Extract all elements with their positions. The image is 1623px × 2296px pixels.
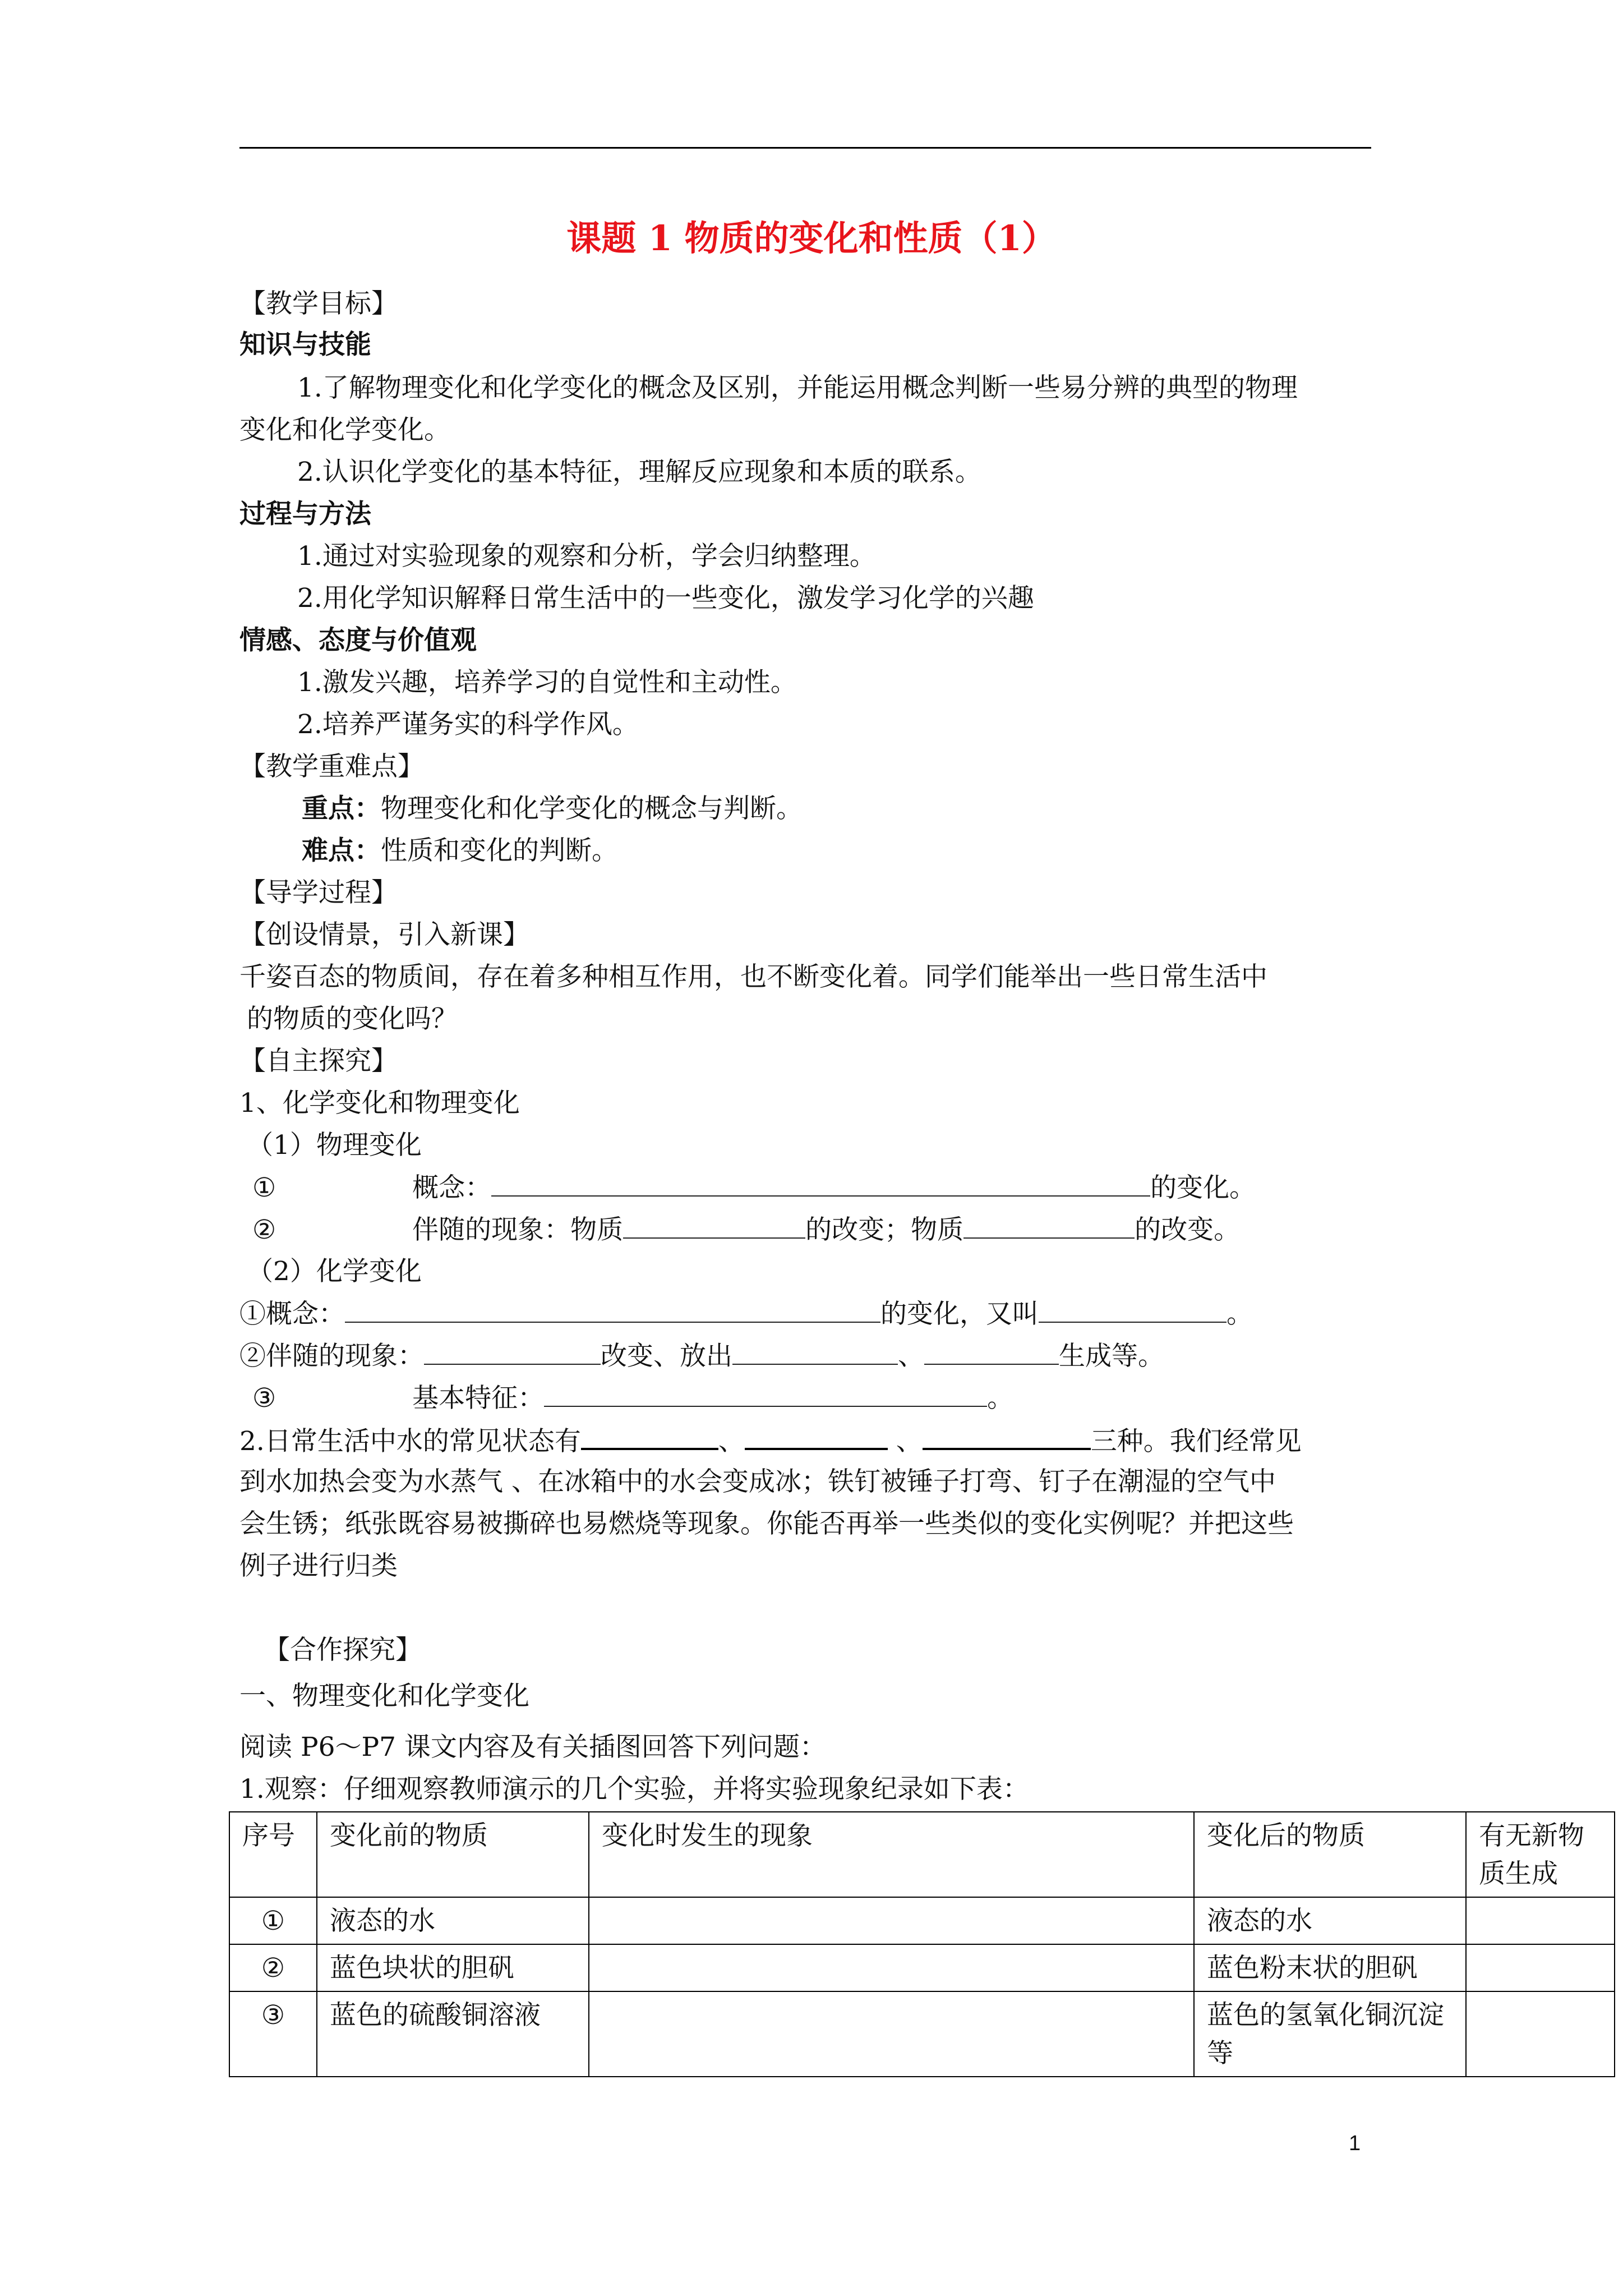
emotion-heading: 情感、态度与价值观 <box>239 625 477 656</box>
concept-label: 概念： <box>412 1172 492 1203</box>
reading-instruction: 阅读 P6～P7 课文内容及有关插图回答下列问题： <box>239 1732 826 1763</box>
row-phenomenon-cell[interactable] <box>589 1991 1194 2077</box>
intro-heading: 【创设情景，引入新课】 <box>239 919 529 950</box>
coop-heading: 【合作探究】 <box>264 1635 422 1665</box>
water-states-line-2: 到水加热会变为水蒸气 、在冰箱中的水会变成冰；铁钉被锤子打弯、钉子在潮湿的空气中 <box>239 1466 1276 1497</box>
row-after: 蓝色粉末状的胆矾 <box>1194 1944 1466 1991</box>
concept-mid: 的变化，又叫 <box>880 1299 1039 1329</box>
water-state-blank-3[interactable] <box>923 1422 1091 1450</box>
difficulty-label: 难点： <box>302 835 381 866</box>
header-rule <box>239 147 1371 149</box>
self-study-heading: 【自主探究】 <box>239 1046 398 1076</box>
phenomenon-mid: 的改变；物质 <box>805 1214 964 1245</box>
table-row <box>229 1991 1615 2077</box>
item-number: ① <box>252 1172 276 1203</box>
focus-label: 重点： <box>302 793 381 824</box>
focus-line <box>302 791 803 827</box>
row-before: 蓝色块状的胆矾 <box>317 1944 589 1991</box>
water-states-label: 2.日常生活中水的常见状态有 <box>239 1426 581 1457</box>
header-after: 变化后的物质 <box>1194 1812 1466 1897</box>
feature-label: 基本特征： <box>412 1383 545 1414</box>
header-index: 序号 <box>229 1812 317 1897</box>
item-number: ② <box>252 1214 276 1245</box>
row-phenomenon-cell[interactable] <box>589 1897 1194 1944</box>
observe-instruction: 1.观察：仔细观察教师演示的几个实验，并将实验现象纪录如下表： <box>239 1774 1029 1805</box>
physical-phenomenon-blank-2[interactable] <box>963 1212 1135 1239</box>
water-states-line-4: 例子进行归类 <box>239 1550 398 1581</box>
physical-concept-blank[interactable] <box>491 1170 1150 1197</box>
row-new-substance-cell[interactable] <box>1466 1944 1615 1991</box>
item-number: ③ <box>252 1383 276 1414</box>
feature-tail: 。 <box>987 1383 1014 1414</box>
guide-heading: 【导学过程】 <box>239 877 398 908</box>
keypoints-heading: 【教学重难点】 <box>239 751 424 782</box>
process-item-2: 2.用化学知识解释日常生活中的一些变化，激发学习化学的兴趣 <box>297 583 1034 614</box>
process-item-1: 1.通过对实验现象的观察和分析，学会归纳整理。 <box>297 541 876 572</box>
phenomenon-tail: 生成等。 <box>1059 1341 1164 1372</box>
row-before: 蓝色的硫酸铜溶液 <box>317 1991 589 2077</box>
knowledge-item-2: 2.认识化学变化的基本特征，理解反应现象和本质的联系。 <box>297 457 981 487</box>
row-index: ① <box>229 1897 317 1944</box>
chemical-phenomenon-line <box>239 1338 1164 1374</box>
chemical-feature-line <box>252 1380 1013 1416</box>
water-state-blank-2[interactable] <box>745 1422 888 1450</box>
row-new-substance-cell[interactable] <box>1466 1991 1615 2077</box>
table-row <box>229 1944 1615 1991</box>
header-before: 变化前的物质 <box>317 1812 589 1897</box>
chemical-concept-line <box>239 1296 1253 1332</box>
water-states-line-3: 会生锈；纸张既容易被撕碎也易燃烧等现象。你能否再举一些类似的变化实例呢？并把这些 <box>239 1508 1294 1539</box>
water-states-tail: 三种。我们经常见 <box>1090 1426 1302 1457</box>
chemical-concept-blank-2[interactable] <box>1039 1296 1227 1323</box>
coop-section-title: 一、物理变化和化学变化 <box>239 1681 529 1711</box>
intro-line-1: 千姿百态的物质间，存在着多种相互作用，也不断变化着。同学们能举出一些日常生活中 <box>239 961 1267 992</box>
concept-tail: 的变化。 <box>1150 1172 1256 1203</box>
page-number: 1 <box>1349 2132 1361 2155</box>
physical-phenomenon-blank-1[interactable] <box>623 1212 805 1239</box>
phenomenon-mid-2: 、 <box>898 1341 924 1372</box>
difficulty-text: 性质和变化的判断。 <box>381 835 618 866</box>
row-phenomenon-cell[interactable] <box>589 1944 1194 1991</box>
row-index: ② <box>229 1944 317 1991</box>
observation-table <box>229 1811 1615 2077</box>
physical-phenomenon-line <box>252 1212 1240 1248</box>
concept-tail: 。 <box>1227 1299 1253 1329</box>
row-new-substance-cell[interactable] <box>1466 1897 1615 1944</box>
concept-label: ①概念： <box>239 1299 345 1329</box>
section-1-title: 1、化学变化和物理变化 <box>239 1088 520 1119</box>
physical-change-heading: （1）物理变化 <box>247 1130 422 1161</box>
row-before: 液态的水 <box>317 1897 589 1944</box>
goals-heading: 【教学目标】 <box>239 288 398 319</box>
page-title: 课题 1 物质的变化和性质（1） <box>566 218 1057 259</box>
water-state-blank-1[interactable] <box>581 1422 718 1450</box>
row-index: ③ <box>229 1991 317 2077</box>
row-after: 液态的水 <box>1194 1897 1466 1944</box>
emotion-item-2: 2.培养严谨务实的科学作风。 <box>297 709 639 740</box>
header-new-substance: 有无新物质生成 <box>1466 1812 1615 1897</box>
phenomenon-label: 伴随的现象：物质 <box>412 1214 624 1245</box>
process-heading: 过程与方法 <box>239 499 371 530</box>
water-states-sep-2: 、 <box>887 1426 923 1457</box>
chemical-phenomenon-blank-1[interactable] <box>424 1338 601 1365</box>
difficulty-line <box>302 833 618 869</box>
row-after: 蓝色的氢氧化铜沉淀等 <box>1194 1991 1466 2077</box>
table-row <box>229 1897 1615 1944</box>
phenomenon-label: ②伴随的现象： <box>239 1341 424 1372</box>
knowledge-heading: 知识与技能 <box>239 329 371 360</box>
chemical-feature-blank[interactable] <box>544 1380 987 1407</box>
chemical-phenomenon-blank-3[interactable] <box>924 1338 1059 1365</box>
table-header-row <box>229 1812 1615 1897</box>
water-states-line <box>239 1422 1302 1460</box>
focus-text: 物理变化和化学变化的概念与判断。 <box>381 793 803 824</box>
physical-concept-line <box>252 1170 1256 1206</box>
chemical-phenomenon-blank-2[interactable] <box>732 1338 898 1365</box>
knowledge-item-1-line-1: 1.了解物理变化和化学变化的概念及区别，并能运用概念判断一些易分辨的典型的物理 <box>297 372 1298 403</box>
intro-line-2: 的物质的变化吗？ <box>247 1004 458 1034</box>
water-states-sep-1: 、 <box>718 1426 745 1457</box>
chemical-change-heading: （2）化学变化 <box>247 1256 422 1287</box>
phenomenon-mid-1: 改变、放出 <box>601 1341 732 1372</box>
knowledge-item-1-line-2: 变化和化学变化。 <box>239 415 450 445</box>
header-phenomenon: 变化时发生的现象 <box>589 1812 1194 1897</box>
emotion-item-1: 1.激发兴趣，培养学习的自觉性和主动性。 <box>297 667 797 698</box>
chemical-concept-blank-1[interactable] <box>345 1296 880 1323</box>
phenomenon-tail: 的改变。 <box>1135 1214 1241 1245</box>
